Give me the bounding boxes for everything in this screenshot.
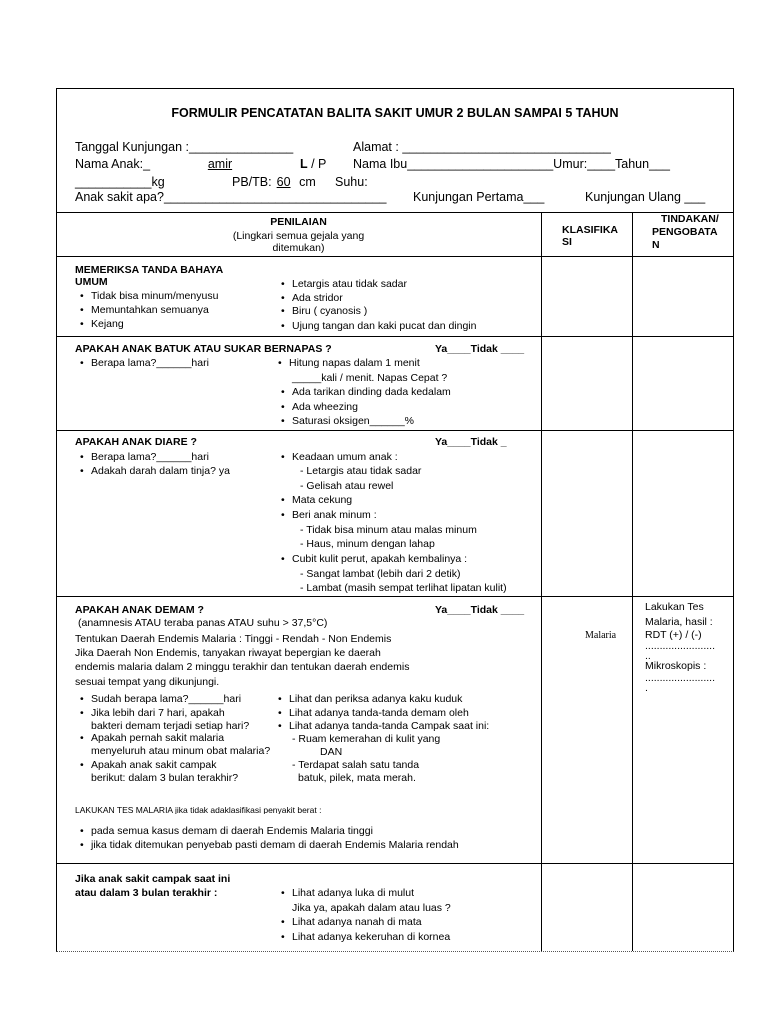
demam-item-cont: menyeluruh atau minum obat malaria? — [91, 745, 271, 757]
diare-item: • Cubit kulit perut, apakah kembalinya : — [292, 553, 467, 565]
diare-sub: - Haus, minum dengan lahap — [300, 538, 435, 550]
demam-sub: DAN — [320, 746, 343, 758]
campak-sub: Jika ya, apakah dalam atau luas ? — [292, 902, 451, 914]
nama-ibu: Nama Ibu_____________________Umur:____Tahun___ — [353, 157, 670, 171]
batuk-yatidak: Ya____Tidak ____ — [435, 343, 525, 355]
demam-item: • Apakah anak sakit campak — [91, 759, 217, 771]
demam-item: • Lihat dan periksa adanya kaku kuduk — [289, 693, 462, 705]
tes-item: • jika tidak ditemukan penyebab pasti demam di daerah Endemis Malaria rendah — [91, 839, 459, 851]
form-title: FORMULIR PENCATATAN BALITA SAKIT UMUR 2 BULAN SAMPAI 5 TAHUN — [171, 106, 619, 120]
batuk-item: • Ada wheezing — [292, 401, 358, 413]
campak-item: • Lihat adanya luka di mulut — [292, 887, 414, 899]
demam-item: • Lihat adanya tanda-tanda demam oleh — [289, 707, 469, 719]
lakukan-tes-note: LAKUKAN TES MALARIA jika tidak adaklasifikasi penyakit berat : — [75, 806, 322, 814]
campak-item: • Lihat adanya nanah di mata — [292, 916, 422, 928]
column-line — [541, 212, 542, 951]
demam-sub: - Ruam kemerahan di kulit yang — [292, 733, 441, 745]
batuk-napas: _____kali / menit. Napas Cepat ? — [292, 372, 448, 384]
tindakan-header: PENGOBATA — [652, 226, 718, 238]
diare-item: • Beri anak minum : — [292, 509, 377, 521]
bahaya-item: • Ada stridor — [292, 292, 343, 304]
bahaya-item: • Kejang — [91, 318, 124, 330]
tindakan-header: TINDAKAN/ — [661, 213, 719, 225]
bahaya-item: • Letargis atau tidak sadar — [292, 278, 407, 290]
tindakan-line: ........................ — [645, 672, 716, 684]
tes-item: • pada semua kasus demam di daerah Endemis Malaria tinggi — [91, 825, 373, 837]
nama-anak-label: Nama Anak:_ — [75, 157, 151, 171]
demam-title: APAKAH ANAK DEMAM ? — [75, 604, 204, 616]
diare-sub: - Sangat lambat (lebih dari 2 detik) — [300, 568, 461, 580]
tanggal-kunjungan: Tanggal Kunjungan :_______________ — [75, 140, 294, 154]
bahaya-title: UMUM — [75, 276, 108, 288]
demam-item-cont: berikut: dalam 3 bulan terakhir? — [91, 772, 239, 784]
demam-item: • Lihat adanya tanda-tanda Campak saat ini: — [289, 720, 489, 732]
tindakan-line: Mikroskopis : — [645, 660, 707, 672]
demam-item: • Sudah berapa lama?______hari — [91, 693, 241, 705]
alamat: Alamat : ______________________________ — [353, 140, 611, 154]
demam-yatidak: Ya____Tidak ____ — [435, 604, 525, 616]
diare-sub: - Tidak bisa minum atau malas minum — [300, 524, 477, 536]
bahaya-item: • Memuntahkan semuanya — [91, 304, 209, 316]
diare-item: • Adakah darah dalam tinja? ya — [91, 465, 230, 477]
demam-item: • Apakah pernah sakit malaria — [91, 732, 224, 744]
penilaian-sub: ditemukan) — [272, 242, 325, 254]
tindakan-line: .. — [645, 650, 651, 662]
demam-para: sesuai tempat yang dikunjungi. — [75, 676, 220, 688]
batuk-item: • Saturasi oksigen______% — [292, 415, 414, 427]
diare-sub: - Lambat (masih sempat terlihat lipatan kulit) — [300, 582, 507, 594]
column-line — [632, 212, 633, 951]
batuk-item: • Hitung napas dalam 1 menit — [289, 357, 420, 369]
demam-para: Tentukan Daerah Endemis Malaria : Tinggi - Rendah - Non Endemis — [75, 633, 392, 645]
demam-item: • Jika lebih dari 7 hari, apakah — [91, 707, 225, 719]
demam-para: Jika Daerah Non Endemis, tanyakan riwayat bepergian ke daerah — [75, 647, 381, 659]
suhu: Suhu: — [335, 175, 368, 189]
diare-title: APAKAH ANAK DIARE ? — [75, 436, 197, 448]
klasifikasi-header: KLASIFIKA — [562, 224, 618, 236]
tindakan-line: Malaria, hasil : — [645, 616, 713, 628]
batuk-title: APAKAH ANAK BATUK ATAU SUKAR BERNAPAS ? — [75, 343, 332, 355]
kunjungan-pertama: Kunjungan Pertama___ — [413, 190, 545, 204]
anak-sakit-apa: Anak sakit apa?________________________________ — [75, 190, 387, 204]
batuk-item: • Ada tarikan dinding dada kedalam — [292, 386, 451, 398]
bahaya-item: • Biru ( cyanosis ) — [292, 305, 367, 317]
tindakan-line: Lakukan Tes — [645, 601, 704, 613]
demam-sub: batuk, pilek, mata merah. — [298, 772, 416, 784]
diare-item: • Berapa lama?______hari — [91, 451, 209, 463]
diare-item: • Keadaan umum anak : — [292, 451, 398, 463]
berat-badan: ___________kg — [75, 175, 165, 189]
nama-anak-value: amir — [207, 157, 233, 171]
bahaya-title: MEMERIKSA TANDA BAHAYA — [75, 264, 224, 276]
klasifikasi-malaria: Malaria — [585, 630, 617, 641]
pb-tb: PB/TB: 60 cm — [232, 175, 316, 189]
penilaian-sub: (Lingkari semua gejala yang — [232, 230, 365, 242]
diare-sub: - Gelisah atau rewel — [300, 480, 394, 492]
diare-yatidak: Ya____Tidak _ — [435, 436, 507, 448]
tindakan-line: RDT (+) / (-) — [645, 629, 702, 641]
demam-sub: (anamnesis ATAU teraba panas ATAU suhu > 37,5°C) — [78, 617, 328, 629]
diare-item: • Mata cekung — [292, 494, 352, 506]
demam-para: endemis malaria dalam 2 minggu terakhir dan tentukan daerah endemis — [75, 661, 410, 673]
campak-title: atau dalam 3 bulan terakhir : — [75, 887, 218, 899]
demam-item-cont: bakteri demam terjadi setiap hari? — [91, 720, 250, 732]
demam-sub: - Terdapat salah satu tanda — [292, 759, 420, 771]
campak-item: • Lihat adanya kekeruhan di kornea — [292, 931, 450, 943]
tindakan-line: . — [645, 682, 648, 694]
campak-title: Jika anak sakit campak saat ini — [75, 873, 231, 885]
kunjungan-ulang: Kunjungan Ulang ___ — [585, 190, 706, 204]
tindakan-line: ........................ — [645, 640, 716, 652]
klasifikasi-header: SI — [562, 236, 572, 248]
jenis-kelamin: L / P — [300, 157, 327, 171]
diare-sub: - Letargis atau tidak sadar — [300, 465, 422, 477]
penilaian-header: PENILAIAN — [270, 216, 327, 228]
bahaya-item: • Tidak bisa minum/menyusu — [91, 290, 218, 302]
batuk-item: • Berapa lama?______hari — [91, 357, 209, 369]
tindakan-header: N — [652, 239, 660, 251]
bahaya-item: • Ujung tangan dan kaki pucat dan dingin — [292, 320, 476, 332]
